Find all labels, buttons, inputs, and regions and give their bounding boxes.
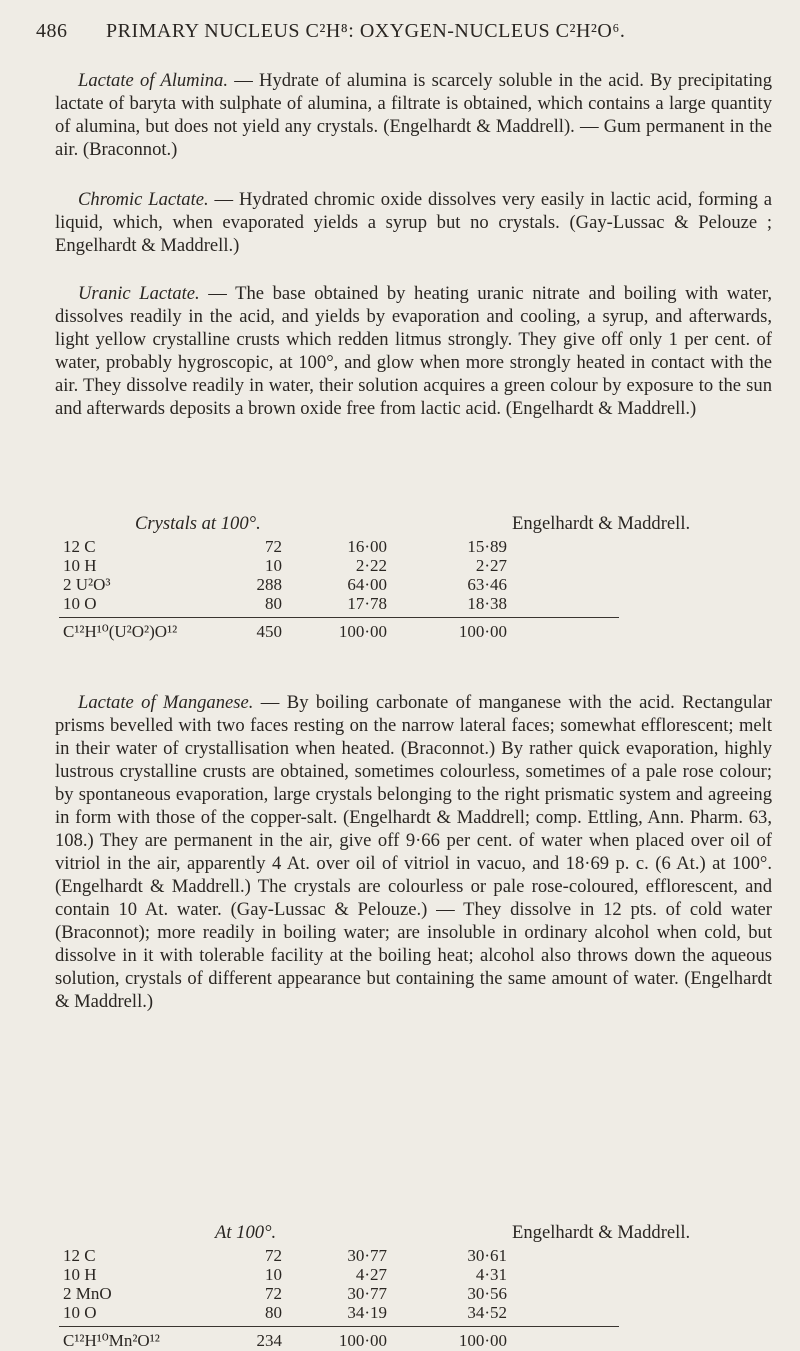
atomic-cell: 72 xyxy=(265,1284,282,1303)
table-rule xyxy=(59,1326,619,1327)
found-cell: 34·52 xyxy=(467,1303,507,1322)
total-formula-cell: C¹²H¹⁰Mn²O¹² xyxy=(63,1331,160,1350)
table-row xyxy=(55,1303,772,1322)
atomic-cell: 72 xyxy=(265,537,282,556)
table-heading-left: Crystals at 100°. xyxy=(135,513,261,534)
paragraph-text: — The base obtained by heating uranic nitrate and boiling with water, dissolves readily in the acid, and yields by evaporation and cooling, a syrup, and afterwards, light yellow crystalline crusts which redden litmus strongly. They give off only 1 per cent. of water, probably hygroscopic, at 100°, and glow when more strongly heated in contact with the air. They dissolve readily in water, their solution acquires a green colour by exposure to the sun and afterwards deposits a brown oxide free from lactic acid. (Engelhardt & Maddrell.) xyxy=(55,283,772,419)
total-calc-cell: 100·00 xyxy=(338,622,387,641)
total-formula-cell: C¹²H¹⁰(U²O²)O¹² xyxy=(63,622,178,641)
formula-cell: 12 C xyxy=(63,1246,96,1265)
table-row xyxy=(55,575,772,594)
found-cell: 4·31 xyxy=(475,1265,507,1284)
table-rule xyxy=(59,617,619,618)
calc-cell: 34·19 xyxy=(347,1303,387,1322)
calc-cell: 64·00 xyxy=(347,575,387,594)
page-number: 486 xyxy=(36,20,68,42)
paragraph-manganese xyxy=(55,691,772,1013)
formula-cell: 2 MnO xyxy=(63,1284,112,1303)
header-title: PRIMARY NUCLEUS C²H⁸: OXYGEN-NUCLEUS C²H²O⁶. xyxy=(106,20,626,42)
formula-cell: 2 U²O³ xyxy=(63,575,111,594)
paragraph-chromic xyxy=(55,188,772,257)
table-row xyxy=(55,1265,772,1284)
calc-cell: 30·77 xyxy=(347,1284,387,1303)
paragraph-lead: Lactate of Manganese. xyxy=(78,692,254,713)
formula-cell: 10 H xyxy=(63,1265,97,1284)
analysis-table-manganese xyxy=(55,1222,772,1351)
paragraph-text: — Hydrated chromic oxide dissolves very easily in lactic acid, forming a liquid, which, when evaporated yields a syrup but no crystals. (Gay-Lussac & Pelouze ; Engelhardt & Maddrell.) xyxy=(55,189,772,256)
atomic-cell: 288 xyxy=(256,575,282,594)
table-row xyxy=(55,537,772,556)
analysis-table-uranic xyxy=(55,513,772,642)
table-total-row xyxy=(55,1331,772,1351)
calc-cell: 4·27 xyxy=(355,1265,387,1284)
total-atomic-cell: 234 xyxy=(256,1331,282,1350)
found-cell: 18·38 xyxy=(467,594,507,613)
found-cell: 2·27 xyxy=(475,556,507,575)
total-found-cell: 100·00 xyxy=(458,622,507,641)
table-heading xyxy=(55,1222,772,1246)
found-cell: 15·89 xyxy=(467,537,507,556)
paragraph-text: — Hydrate of alumina is scarcely soluble in the acid. By precipitating lactate of baryta with sulphate of alumina, a filtrate is obtained, which contains a large quantity of alumina, but does not yield any crystals. (Engelhardt & Maddrell). — Gum permanent in the air. (Braconnot.) xyxy=(55,70,772,160)
formula-cell: 10 O xyxy=(63,1303,97,1322)
paragraph-lead: Uranic Lactate. xyxy=(78,283,200,304)
calc-cell: 17·78 xyxy=(347,594,387,613)
table-heading xyxy=(55,513,772,537)
atomic-cell: 10 xyxy=(265,1265,282,1284)
paragraph-alumina xyxy=(55,69,772,161)
atomic-cell: 72 xyxy=(265,1246,282,1265)
total-calc-cell: 100·00 xyxy=(338,1331,387,1350)
formula-cell: 10 O xyxy=(63,594,97,613)
table-heading-right: Engelhardt & Maddrell. xyxy=(512,1222,691,1243)
found-cell: 30·61 xyxy=(467,1246,507,1265)
found-cell: 30·56 xyxy=(467,1284,507,1303)
calc-cell: 16·00 xyxy=(347,537,387,556)
atomic-cell: 80 xyxy=(265,1303,282,1322)
formula-cell: 10 H xyxy=(63,556,97,575)
calc-cell: 2·22 xyxy=(355,556,387,575)
paragraph-text: — By boiling carbonate of manganese with the acid. Rectangular prisms bevelled with two faces resting on the narrow lateral faces; somewhat efflorescent; melt in their water of crystallisation when heated. (Braconnot.) By rather quick evaporation, highly lustrous crystalline crusts are obtained, sometimes colourless, sometimes of a pale rose colour; by spontaneous evaporation, large crystals belonging to the right prismatic system and agreeing in form with those of the copper-salt. (Engelhardt & Maddrell; comp. Ettling, Ann. Pharm. 63, 108.) They are permanent in the air, give off 9·66 per cent. of water when placed over oil of vitriol in the air, apparently 4 At. over oil of vitriol in vacuo, and 18·69 p. c. (6 At.) at 100°. (Engelhardt & Maddrell.) The crystals are colourless or pale rose-coloured, efflorescent, and contain 10 At. water. (Gay-Lussac & Pelouze.) — They dissolve in 12 pts. of cold water (Braconnot); more readily in boiling water; are insoluble in ordinary alcohol when cold, but dissolve in it with tolerable facility at the boiling heat; alcohol also throws down the aqueous solution, crystals of different appearance but containing the same amount of water. (Engelhardt & Maddrell.) xyxy=(55,692,772,1012)
table-row xyxy=(55,594,772,613)
total-found-cell: 100·00 xyxy=(458,1331,507,1350)
table-total-row xyxy=(55,622,772,642)
paragraph-lead: Lactate of Alumina. xyxy=(78,70,228,91)
formula-cell: 12 C xyxy=(63,537,96,556)
table-heading-left: At 100°. xyxy=(215,1222,277,1243)
table-row xyxy=(55,1246,772,1265)
paragraph-lead: Chromic Lactate. xyxy=(78,189,209,210)
found-cell: 63·46 xyxy=(467,575,507,594)
atomic-cell: 80 xyxy=(265,594,282,613)
atomic-cell: 10 xyxy=(265,556,282,575)
paragraph-uranic xyxy=(55,282,772,420)
table-row xyxy=(55,1284,772,1303)
table-heading-right: Engelhardt & Maddrell. xyxy=(512,513,691,534)
total-atomic-cell: 450 xyxy=(256,622,282,641)
calc-cell: 30·77 xyxy=(347,1246,387,1265)
table-row xyxy=(55,556,772,575)
